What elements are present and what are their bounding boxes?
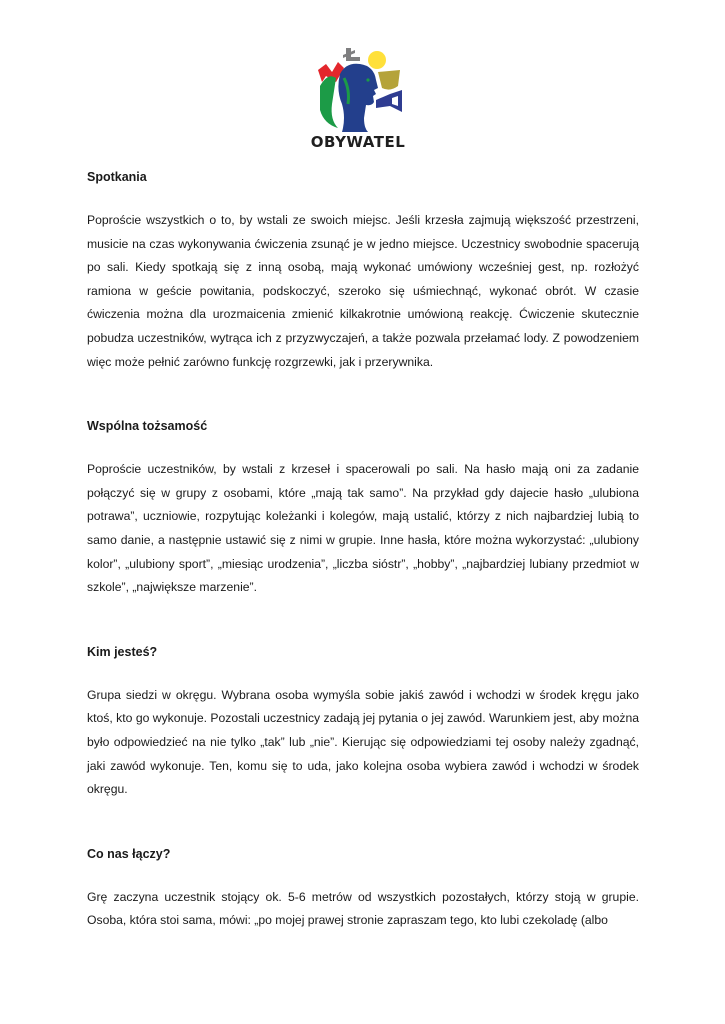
logo-wordmark: OBYWATEL xyxy=(310,133,406,151)
section-heading: Co nas łączy? xyxy=(87,846,171,861)
section-heading: Kim jesteś? xyxy=(87,644,158,659)
logo-navy-head xyxy=(338,64,378,132)
section-heading: Wspólna tożsamość xyxy=(87,419,208,434)
logo-olive-shape xyxy=(378,70,400,90)
logo-green-shape xyxy=(320,76,338,128)
section-heading: Spotkania xyxy=(87,170,147,184)
logo-eye xyxy=(366,78,369,81)
section-paragraph: Poproście uczestników, by wstali z krzeseł i spacerowali po sali. Na hasło mają oni za zadanie połączyć się w grupy z osobami, które „mają tak samo”. Na przykład gdy dajecie hasło „ulubiona potrawa”, uczniowie, rozpytując koleżanki i kolegów, mają ustalić, którzy z nich najbardziej lubią to samo danie, a następnie ustawić się z nimi w grupie. Inne hasła, które można wykorzystać: „ulubiony kolor”, „ulubiony sport”, „miesiąc urodzenia”, „liczba sióstr”, „hobby”, „najbardziej lubiany przedmiot w szkole”, „największe marzenie”. xyxy=(87,462,639,595)
section-paragraph: Grę zaczyna uczestnik stojący ok. 5-6 metrów od wszystkich pozostałych, którzy stoją w grupie. Osoba, która stoi sama, mówi: „po mojej prawej stronie zapraszam tego, kto lubi czekoladę (albo xyxy=(87,889,639,928)
logo-megaphone xyxy=(376,90,402,112)
document-body xyxy=(87,166,639,933)
section-paragraph: Grupa siedzi w okręgu. Wybrana osoba wymyśla sobie jakiś zawód i wchodzi w środek kręgu jako ktoś, kto go wykonuje. Pozostali uczestnicy zadają jej pytania o jej zawód. Warunkiem jest, aby można było odpowiedzieć na nie tylko „tak” lub „nie”. Kierując się odpowiedziami tej osoby należy zgadnąć, jaki zawód wykonuje. Ten, komu się to uda, jako kolejna osoba wybiera zawód i wchodzi w środek okręgu. xyxy=(87,687,639,797)
section-paragraph: Poproście wszystkich o to, by wstali ze swoich miejsc. Jeśli krzesła zajmują większość przestrzeni, musicie na czas wykonywania ćwiczenia zsunąć je w jedno miejsce. Uczestnicy swobodnie spacerują po sali. Kiedy spotkają się z inną osobą, mają wykonać umówiony wcześniej gest, np. rozłożyć ramiona w geście powitania, podskoczyć, szeroko się uśmiechnąć, wykonać obrót. W czasie ćwiczenia można dla urozmaicenia zmienić kilkakrotnie umówioną reakcję. Ćwiczenie skutecznie pobudza uczestników, wytrąca ich z przyzwyczajeń, a także pozwala przełamać lody. Z powodzeniem więc może pełnić zarówno funkcję rozgrzewki, jak i przerywnika. xyxy=(87,213,639,369)
logo-yellow-circle xyxy=(368,51,386,69)
logo-letter-l-shape xyxy=(343,48,360,61)
